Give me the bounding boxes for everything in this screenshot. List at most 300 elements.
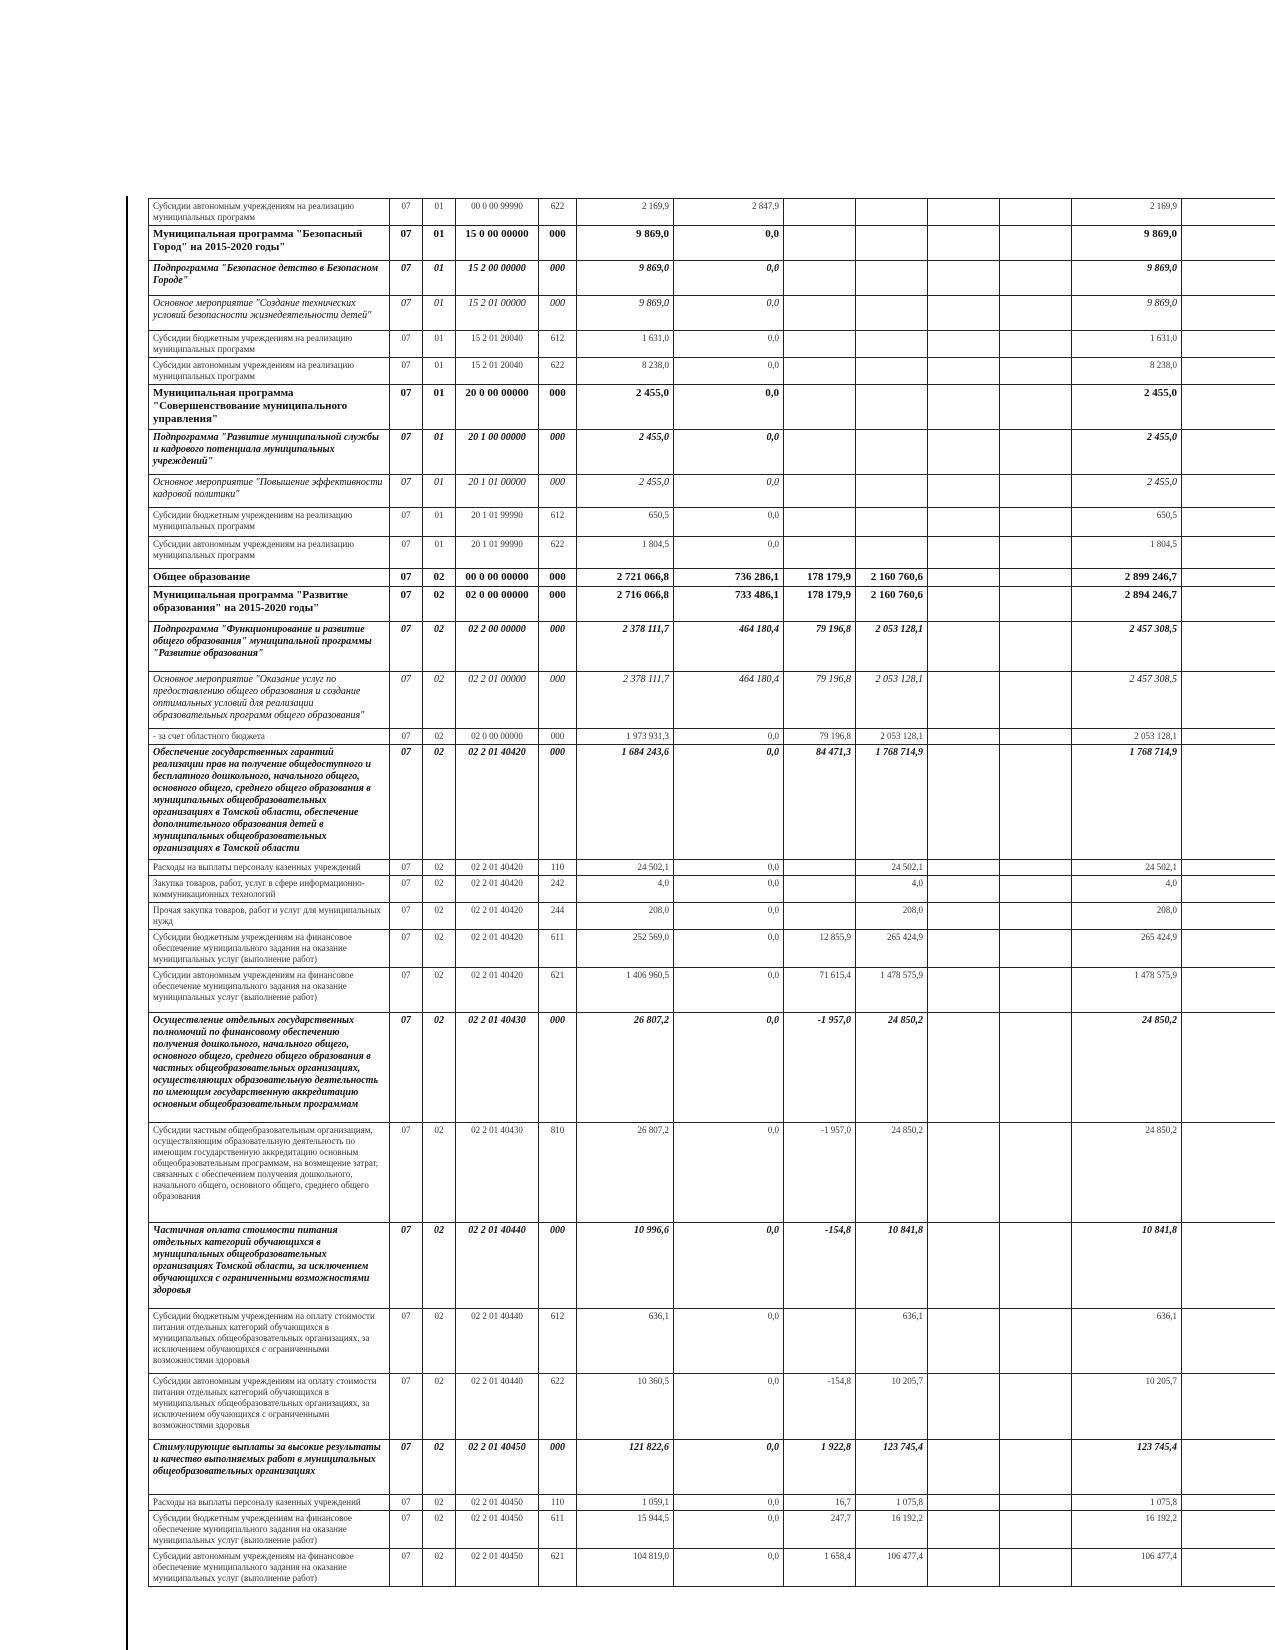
row-target-article: 15 2 01 20040 <box>456 331 539 358</box>
row-value-1: 2 455,0 <box>577 430 674 475</box>
row-value-3: -154,8 <box>784 1374 856 1440</box>
row-name: Расходы на выплаты персоналу казенных учреждений <box>149 1495 390 1511</box>
row-value-4: 2 160 760,6 <box>856 569 928 587</box>
row-value-2: 0,0 <box>674 930 784 968</box>
row-value-6 <box>1000 385 1072 430</box>
row-value-6 <box>1000 876 1072 903</box>
row-subsection: 01 <box>423 385 456 430</box>
row-name: Муниципальная программа "Безопасный Город" на 2015-2020 годы" <box>149 226 390 261</box>
row-blank <box>1182 537 1275 569</box>
table-row <box>149 1374 1275 1440</box>
row-value-5 <box>928 1309 1000 1374</box>
row-value-2: 0,0 <box>674 876 784 903</box>
row-blank <box>1182 1440 1275 1495</box>
row-expense-type: 611 <box>539 930 577 968</box>
row-blank <box>1182 1123 1275 1223</box>
row-value-7: 16 192,2 <box>1072 1511 1182 1549</box>
row-expense-type: 612 <box>539 1309 577 1374</box>
row-value-3: 79 196,8 <box>784 729 856 745</box>
row-value-1: 252 569,0 <box>577 930 674 968</box>
row-value-2: 0,0 <box>674 475 784 508</box>
row-value-7: 1 478 575,9 <box>1072 968 1182 1013</box>
row-value-7: 106 477,4 <box>1072 1549 1182 1587</box>
row-blank <box>1182 569 1275 587</box>
row-value-7: 10 205,7 <box>1072 1374 1182 1440</box>
table-row <box>149 226 1275 261</box>
row-target-article: 02 2 01 40430 <box>456 1013 539 1123</box>
row-value-4: 24 850,2 <box>856 1013 928 1123</box>
row-section: 07 <box>390 876 423 903</box>
row-subsection: 02 <box>423 1495 456 1511</box>
row-name: Подпрограмма "Функционирование и развитие общего образования" муниципальной программы "Развитие образования" <box>149 622 390 672</box>
row-value-4: 16 192,2 <box>856 1511 928 1549</box>
row-value-4: 10 841,8 <box>856 1223 928 1309</box>
row-value-3: 1 658,4 <box>784 1549 856 1587</box>
row-value-3 <box>784 385 856 430</box>
row-value-7: 24 502,1 <box>1072 860 1182 876</box>
row-value-5 <box>928 296 1000 331</box>
row-value-2: 0,0 <box>674 729 784 745</box>
row-value-7: 24 850,2 <box>1072 1013 1182 1123</box>
row-value-7: 2 899 246,7 <box>1072 569 1182 587</box>
row-value-4 <box>856 385 928 430</box>
row-section: 07 <box>390 860 423 876</box>
row-subsection: 01 <box>423 199 456 226</box>
row-value-4 <box>856 358 928 385</box>
row-expense-type: 244 <box>539 903 577 930</box>
row-value-3: 12 855,9 <box>784 930 856 968</box>
table-row <box>149 1013 1275 1123</box>
row-value-5 <box>928 1223 1000 1309</box>
row-blank <box>1182 430 1275 475</box>
row-value-7: 650,5 <box>1072 508 1182 537</box>
row-value-5 <box>928 1013 1000 1123</box>
row-value-6 <box>1000 860 1072 876</box>
row-blank <box>1182 475 1275 508</box>
row-value-1: 2 378 111,7 <box>577 672 674 729</box>
row-section: 07 <box>390 1374 423 1440</box>
row-value-1: 1 631,0 <box>577 331 674 358</box>
row-name: Субсидии автономным учреждениям на финансовое обеспечение муниципального задания на оказание муниципальных услуг (выполнение работ) <box>149 1549 390 1587</box>
table-row <box>149 968 1275 1013</box>
row-section: 07 <box>390 672 423 729</box>
row-value-3 <box>784 430 856 475</box>
budget-table-body <box>149 199 1275 1587</box>
row-value-1: 1 059,1 <box>577 1495 674 1511</box>
row-value-6 <box>1000 1495 1072 1511</box>
row-value-1: 650,5 <box>577 508 674 537</box>
row-value-6 <box>1000 1309 1072 1374</box>
row-value-2: 0,0 <box>674 1374 784 1440</box>
row-subsection: 02 <box>423 876 456 903</box>
row-name: Муниципальная программа "Развитие образования" на 2015-2020 годы" <box>149 587 390 622</box>
row-section: 07 <box>390 261 423 296</box>
row-value-3 <box>784 261 856 296</box>
row-value-4: 1 478 575,9 <box>856 968 928 1013</box>
row-value-4 <box>856 508 928 537</box>
table-row <box>149 199 1275 226</box>
row-value-1: 2 169,9 <box>577 199 674 226</box>
row-target-article: 02 2 01 40420 <box>456 903 539 930</box>
row-value-5 <box>928 331 1000 358</box>
row-value-3 <box>784 475 856 508</box>
row-value-3 <box>784 876 856 903</box>
row-value-1: 104 819,0 <box>577 1549 674 1587</box>
row-value-7: 10 841,8 <box>1072 1223 1182 1309</box>
table-row <box>149 331 1275 358</box>
row-value-3 <box>784 903 856 930</box>
row-name: Расходы на выплаты персоналу казенных учреждений <box>149 860 390 876</box>
row-value-4: 4,0 <box>856 876 928 903</box>
row-value-2: 0,0 <box>674 226 784 261</box>
row-value-1: 10 360,5 <box>577 1374 674 1440</box>
table-row <box>149 876 1275 903</box>
row-expense-type: 622 <box>539 1374 577 1440</box>
row-value-6 <box>1000 226 1072 261</box>
row-value-7: 208,0 <box>1072 903 1182 930</box>
row-value-4: 2 053 128,1 <box>856 729 928 745</box>
row-value-4: 208,0 <box>856 903 928 930</box>
row-value-7: 1 804,5 <box>1072 537 1182 569</box>
row-value-1: 2 378 111,7 <box>577 622 674 672</box>
row-value-3: 178 179,9 <box>784 569 856 587</box>
row-target-article: 00 0 00 00000 <box>456 569 539 587</box>
row-value-2: 0,0 <box>674 968 784 1013</box>
row-value-3 <box>784 296 856 331</box>
row-section: 07 <box>390 537 423 569</box>
row-blank <box>1182 1223 1275 1309</box>
row-value-6 <box>1000 1123 1072 1223</box>
row-target-article: 02 2 01 40440 <box>456 1374 539 1440</box>
row-target-article: 02 0 00 00000 <box>456 587 539 622</box>
row-subsection: 01 <box>423 537 456 569</box>
row-target-article: 15 2 00 00000 <box>456 261 539 296</box>
row-value-6 <box>1000 622 1072 672</box>
row-subsection: 02 <box>423 729 456 745</box>
row-name: Субсидии автономным учреждениям на оплату стоимости питания отдельных категорий обучающихся в муниципальных общеобразовательных организациях, за исключением обучающихся с ограниченными возможностями здоровья <box>149 1374 390 1440</box>
row-expense-type: 622 <box>539 199 577 226</box>
table-row <box>149 430 1275 475</box>
row-value-6 <box>1000 745 1072 860</box>
row-value-2: 464 180,4 <box>674 672 784 729</box>
row-value-4 <box>856 331 928 358</box>
row-blank <box>1182 968 1275 1013</box>
row-name: Стимулирующие выплаты за высокие результаты и качество выполняемых работ в муниципальных общеобразовательных организациях <box>149 1440 390 1495</box>
row-expense-type: 000 <box>539 569 577 587</box>
row-name: - за счет областного бюджета <box>149 729 390 745</box>
row-section: 07 <box>390 1549 423 1587</box>
row-value-3: -1 957,0 <box>784 1123 856 1223</box>
row-name: Субсидии автономным учреждениям на финансовое обеспечение муниципального задания на оказание муниципальных услуг (выполнение работ) <box>149 968 390 1013</box>
row-value-5 <box>928 1440 1000 1495</box>
row-target-article: 20 1 01 99990 <box>456 508 539 537</box>
row-name: Общее образование <box>149 569 390 587</box>
row-value-7: 9 869,0 <box>1072 261 1182 296</box>
row-name: Основное мероприятие "Создание технических условий безопасности жизнедеятельности детей" <box>149 296 390 331</box>
row-target-article: 02 2 01 40440 <box>456 1223 539 1309</box>
row-value-1: 636,1 <box>577 1309 674 1374</box>
row-target-article: 15 2 01 00000 <box>456 296 539 331</box>
row-expense-type: 000 <box>539 622 577 672</box>
row-value-2: 0,0 <box>674 1309 784 1374</box>
row-expense-type: 000 <box>539 1223 577 1309</box>
row-value-4: 10 205,7 <box>856 1374 928 1440</box>
row-value-2: 2 847,9 <box>674 199 784 226</box>
row-expense-type: 000 <box>539 672 577 729</box>
table-row <box>149 903 1275 930</box>
row-subsection: 01 <box>423 475 456 508</box>
row-value-6 <box>1000 729 1072 745</box>
row-section: 07 <box>390 385 423 430</box>
row-value-6 <box>1000 430 1072 475</box>
row-value-6 <box>1000 1374 1072 1440</box>
row-expense-type: 110 <box>539 860 577 876</box>
table-row <box>149 1223 1275 1309</box>
row-blank <box>1182 622 1275 672</box>
row-value-6 <box>1000 508 1072 537</box>
row-blank <box>1182 930 1275 968</box>
row-target-article: 02 2 01 00000 <box>456 672 539 729</box>
row-expense-type: 242 <box>539 876 577 903</box>
row-subsection: 02 <box>423 1123 456 1223</box>
row-section: 07 <box>390 569 423 587</box>
row-blank <box>1182 1511 1275 1549</box>
row-section: 07 <box>390 930 423 968</box>
row-blank <box>1182 296 1275 331</box>
row-target-article: 02 2 01 40450 <box>456 1549 539 1587</box>
row-section: 07 <box>390 745 423 860</box>
row-value-1: 1 406 960,5 <box>577 968 674 1013</box>
table-row <box>149 508 1275 537</box>
row-expense-type: 000 <box>539 1013 577 1123</box>
row-target-article: 02 2 01 40440 <box>456 1309 539 1374</box>
row-section: 07 <box>390 1123 423 1223</box>
row-value-4 <box>856 226 928 261</box>
table-row <box>149 385 1275 430</box>
row-blank <box>1182 358 1275 385</box>
row-value-7: 2 455,0 <box>1072 475 1182 508</box>
row-value-4 <box>856 199 928 226</box>
row-value-6 <box>1000 331 1072 358</box>
row-value-7: 636,1 <box>1072 1309 1182 1374</box>
row-value-6 <box>1000 261 1072 296</box>
row-target-article: 02 2 01 40450 <box>456 1511 539 1549</box>
row-value-4: 265 424,9 <box>856 930 928 968</box>
row-section: 07 <box>390 1495 423 1511</box>
row-value-2: 736 286,1 <box>674 569 784 587</box>
row-target-article: 15 0 00 00000 <box>456 226 539 261</box>
row-target-article: 02 2 01 40420 <box>456 968 539 1013</box>
row-value-6 <box>1000 537 1072 569</box>
row-value-6 <box>1000 930 1072 968</box>
row-section: 07 <box>390 622 423 672</box>
row-blank <box>1182 508 1275 537</box>
row-section: 07 <box>390 199 423 226</box>
row-expense-type: 611 <box>539 1511 577 1549</box>
row-value-6 <box>1000 569 1072 587</box>
row-value-5 <box>928 358 1000 385</box>
row-value-3 <box>784 537 856 569</box>
row-value-7: 123 745,4 <box>1072 1440 1182 1495</box>
row-value-6 <box>1000 1511 1072 1549</box>
table-row <box>149 1511 1275 1549</box>
row-value-3: 247,7 <box>784 1511 856 1549</box>
page-left-margin-line <box>126 196 128 1650</box>
row-expense-type: 621 <box>539 968 577 1013</box>
row-section: 07 <box>390 508 423 537</box>
row-subsection: 02 <box>423 903 456 930</box>
row-name: Субсидии частным общеобразовательным организациям, осуществляющим образовательную деятельность по имеющим государственную аккредитацию основным общеобразовательным программам, на возмещение затрат, связанных с обеспечением получения дошкольного, начального общего, основного общего, среднего общего образования <box>149 1123 390 1223</box>
row-value-5 <box>928 1511 1000 1549</box>
row-subsection: 02 <box>423 1511 456 1549</box>
table-row <box>149 1309 1275 1374</box>
row-value-5 <box>928 672 1000 729</box>
row-name: Субсидии автономным учреждениям на реализацию муниципальных программ <box>149 199 390 226</box>
row-value-4: 2 160 760,6 <box>856 587 928 622</box>
row-value-6 <box>1000 672 1072 729</box>
row-value-3 <box>784 1309 856 1374</box>
row-value-5 <box>928 475 1000 508</box>
row-value-7: 4,0 <box>1072 876 1182 903</box>
row-value-4: 2 053 128,1 <box>856 622 928 672</box>
row-name: Подпрограмма "Безопасное детство в Безопасном Городе" <box>149 261 390 296</box>
row-value-2: 733 486,1 <box>674 587 784 622</box>
row-target-article: 02 2 01 40420 <box>456 860 539 876</box>
row-value-1: 9 869,0 <box>577 296 674 331</box>
row-value-7: 1 631,0 <box>1072 331 1182 358</box>
row-value-3: -154,8 <box>784 1223 856 1309</box>
row-subsection: 01 <box>423 261 456 296</box>
row-value-5 <box>928 622 1000 672</box>
row-value-4 <box>856 537 928 569</box>
row-blank <box>1182 199 1275 226</box>
row-value-2: 0,0 <box>674 1123 784 1223</box>
row-section: 07 <box>390 296 423 331</box>
row-value-2: 0,0 <box>674 331 784 358</box>
row-value-4: 636,1 <box>856 1309 928 1374</box>
row-value-2: 0,0 <box>674 1549 784 1587</box>
row-value-3: 1 922,8 <box>784 1440 856 1495</box>
row-value-6 <box>1000 1440 1072 1495</box>
row-subsection: 02 <box>423 1374 456 1440</box>
row-blank <box>1182 226 1275 261</box>
row-value-5 <box>928 226 1000 261</box>
row-name: Основное мероприятие "Повышение эффективности кадровой политики" <box>149 475 390 508</box>
row-value-1: 9 869,0 <box>577 261 674 296</box>
row-value-2: 0,0 <box>674 860 784 876</box>
row-blank <box>1182 876 1275 903</box>
row-section: 07 <box>390 1309 423 1374</box>
row-value-5 <box>928 508 1000 537</box>
row-name: Субсидии бюджетным учреждениям на реализацию муниципальных программ <box>149 508 390 537</box>
row-expense-type: 000 <box>539 475 577 508</box>
row-section: 07 <box>390 1013 423 1123</box>
row-target-article: 02 2 01 40420 <box>456 876 539 903</box>
row-expense-type: 810 <box>539 1123 577 1223</box>
row-value-2: 0,0 <box>674 508 784 537</box>
budget-table <box>148 198 1275 1587</box>
row-value-5 <box>928 261 1000 296</box>
row-subsection: 02 <box>423 1440 456 1495</box>
row-value-1: 2 716 066,8 <box>577 587 674 622</box>
row-value-7: 2 455,0 <box>1072 385 1182 430</box>
row-value-2: 0,0 <box>674 745 784 860</box>
row-blank <box>1182 1374 1275 1440</box>
row-target-article: 02 2 01 40450 <box>456 1495 539 1511</box>
row-expense-type: 622 <box>539 358 577 385</box>
row-subsection: 02 <box>423 930 456 968</box>
row-name: Субсидии бюджетным учреждениям на оплату стоимости питания отдельных категорий обучающихся в муниципальных общеобразовательных организациях, за исключением обучающихся с ограниченными возможностями здоровья <box>149 1309 390 1374</box>
row-target-article: 02 2 01 40430 <box>456 1123 539 1223</box>
row-value-6 <box>1000 587 1072 622</box>
table-row <box>149 296 1275 331</box>
row-target-article: 02 2 01 40420 <box>456 745 539 860</box>
table-row <box>149 930 1275 968</box>
row-target-article: 02 2 01 40450 <box>456 1440 539 1495</box>
row-value-7: 9 869,0 <box>1072 296 1182 331</box>
row-value-2: 0,0 <box>674 1440 784 1495</box>
row-value-2: 0,0 <box>674 1495 784 1511</box>
row-value-6 <box>1000 1223 1072 1309</box>
row-value-2: 0,0 <box>674 430 784 475</box>
row-value-5 <box>928 1495 1000 1511</box>
row-subsection: 01 <box>423 508 456 537</box>
row-value-7: 24 850,2 <box>1072 1123 1182 1223</box>
row-value-1: 26 807,2 <box>577 1013 674 1123</box>
row-blank <box>1182 729 1275 745</box>
row-value-1: 208,0 <box>577 903 674 930</box>
row-value-1: 4,0 <box>577 876 674 903</box>
row-value-1: 1 684 243,6 <box>577 745 674 860</box>
row-value-5 <box>928 1123 1000 1223</box>
row-target-article: 20 1 01 00000 <box>456 475 539 508</box>
row-section: 07 <box>390 587 423 622</box>
row-expense-type: 000 <box>539 226 577 261</box>
row-subsection: 02 <box>423 1309 456 1374</box>
row-value-2: 0,0 <box>674 1223 784 1309</box>
row-value-5 <box>928 537 1000 569</box>
row-value-5 <box>928 903 1000 930</box>
table-row <box>149 261 1275 296</box>
row-value-3: 84 471,3 <box>784 745 856 860</box>
row-value-3 <box>784 331 856 358</box>
row-value-4: 123 745,4 <box>856 1440 928 1495</box>
row-section: 07 <box>390 331 423 358</box>
row-name: Субсидии автономным учреждениям на реализацию муниципальных программ <box>149 537 390 569</box>
row-value-7: 1 075,8 <box>1072 1495 1182 1511</box>
row-expense-type: 000 <box>539 385 577 430</box>
row-subsection: 02 <box>423 569 456 587</box>
row-value-3 <box>784 226 856 261</box>
row-target-article: 20 0 00 00000 <box>456 385 539 430</box>
row-name: Муниципальная программа "Совершенствование муниципального управления" <box>149 385 390 430</box>
row-value-1: 9 869,0 <box>577 226 674 261</box>
row-expense-type: 000 <box>539 430 577 475</box>
row-value-1: 26 807,2 <box>577 1123 674 1223</box>
row-value-5 <box>928 930 1000 968</box>
row-value-5 <box>928 729 1000 745</box>
row-value-7: 2 894 246,7 <box>1072 587 1182 622</box>
row-subsection: 02 <box>423 745 456 860</box>
row-value-3: 79 196,8 <box>784 672 856 729</box>
table-row <box>149 1440 1275 1495</box>
row-value-4: 2 053 128,1 <box>856 672 928 729</box>
row-subsection: 01 <box>423 358 456 385</box>
row-value-6 <box>1000 1549 1072 1587</box>
row-value-7: 2 053 128,1 <box>1072 729 1182 745</box>
table-row <box>149 622 1275 672</box>
row-value-1: 10 996,6 <box>577 1223 674 1309</box>
